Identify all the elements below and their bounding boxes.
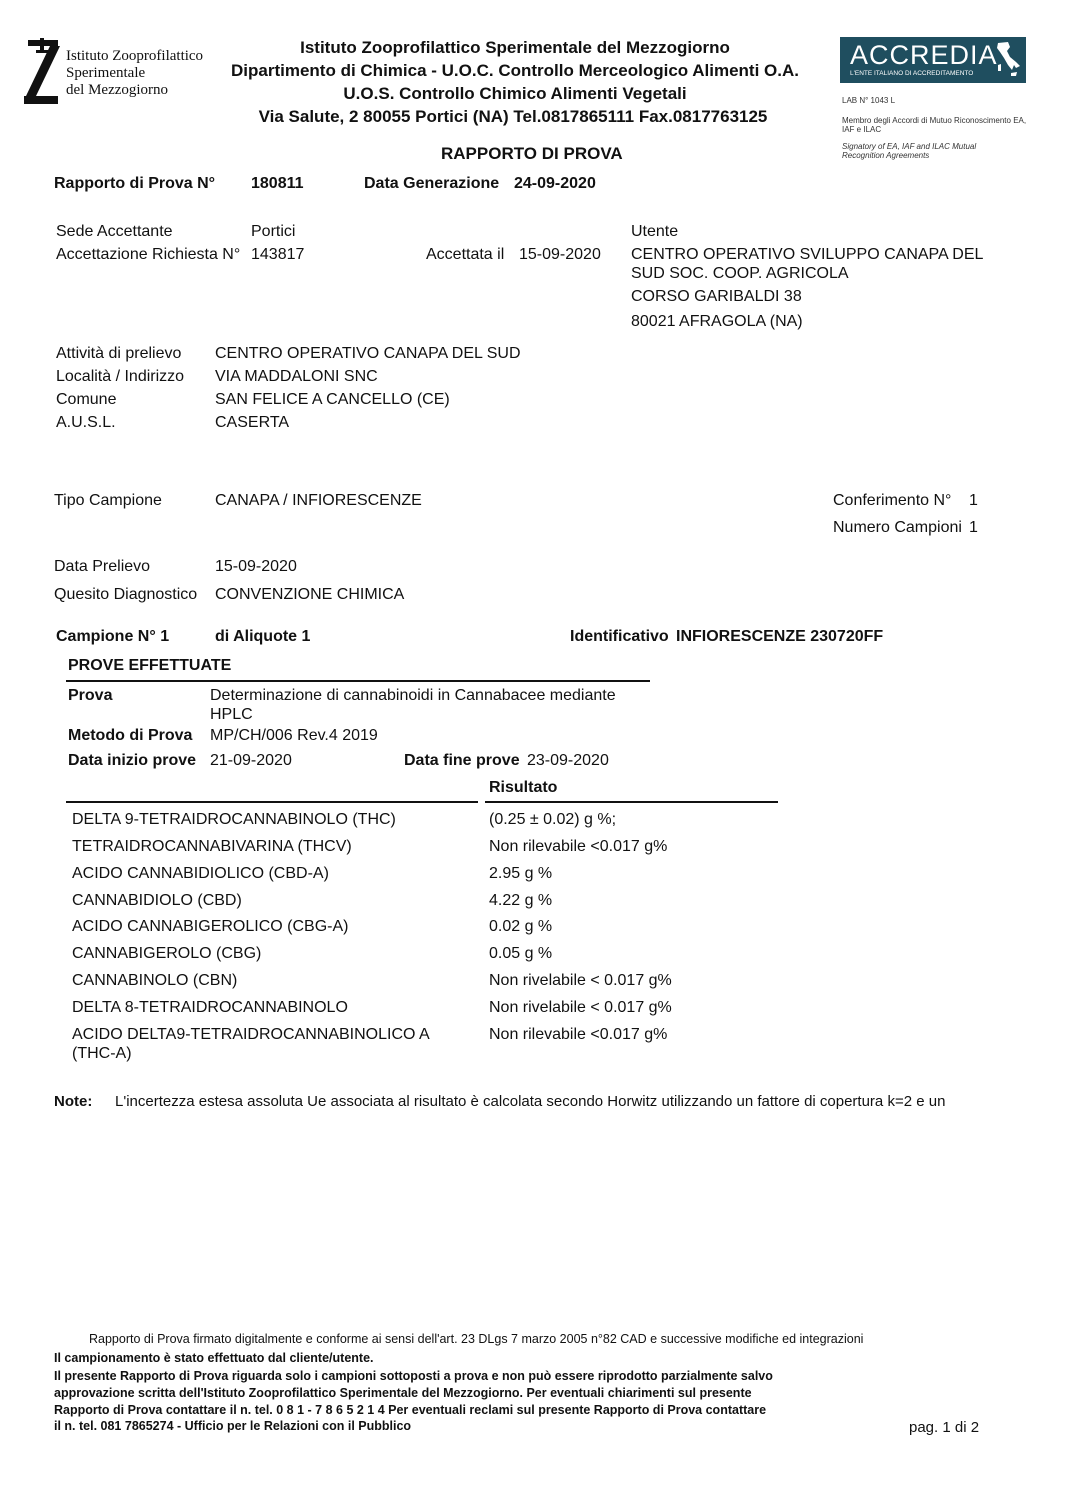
prova-label: Prova — [68, 687, 113, 704]
analyte-name: DELTA 8-TETRAIDROCANNABINOLO — [72, 999, 348, 1016]
institute-logo — [22, 38, 204, 114]
accredia-lab-no: LAB N° 1043 L — [842, 96, 896, 105]
end-date: 23-09-2020 — [527, 752, 609, 769]
analyte-name: ACIDO DELTA9-TETRAIDROCANNABINOLICO A — [72, 1026, 430, 1043]
document-title: RAPPORTO DI PROVA — [441, 144, 623, 163]
logo-line-1: Istituto Zooprofilattico — [66, 48, 204, 64]
generation-date-label: Data Generazione — [364, 175, 500, 192]
italy-map-icon — [994, 41, 1022, 79]
analyte-result: 0.02 g % — [489, 918, 553, 935]
page-number: pag. 1 di 2 — [909, 1419, 980, 1436]
sample-type: CANAPA / INFIORESCENZE — [215, 492, 422, 509]
logo-line-2: Sperimentale — [66, 65, 146, 81]
sampling-date: 15-09-2020 — [215, 558, 297, 575]
sede-label: Sede Accettante — [56, 223, 173, 240]
analyte-name: DELTA 9-TETRAIDROCANNABINOLO (THC) — [72, 811, 396, 828]
report-number-label: Rapporto di Prova N° — [54, 175, 216, 192]
analyte-result: Non rivelabile < 0.017 g% — [489, 972, 672, 989]
accredia-signatory: Signatory of EA, IAF and ILAC Mutual Recognition Agreements — [842, 142, 977, 160]
sampling-label: Comune — [56, 391, 117, 408]
analyte-result: 0.05 g % — [489, 945, 553, 962]
start-date: 21-09-2020 — [210, 752, 292, 769]
quesito-value: CONVENZIONE CHIMICA — [215, 586, 405, 603]
sampling-value: CENTRO OPERATIVO CANAPA DEL SUD — [215, 345, 521, 362]
table-divider-left — [66, 801, 478, 803]
report-number: 180811 — [251, 175, 304, 192]
user-line-1: CENTRO OPERATIVO SVILUPPO CANAPA DEL — [631, 246, 984, 263]
identificativo-label: Identificativo — [570, 628, 669, 645]
sampling-label: Località / Indirizzo — [56, 368, 185, 385]
sample-count: 1 — [969, 519, 978, 536]
tests-section-title: PROVE EFFETTUATE — [68, 657, 232, 674]
user-label: Utente — [631, 223, 679, 240]
quesito-label: Quesito Diagnostico — [54, 586, 198, 603]
section-divider — [66, 680, 650, 682]
request-label: Accettazione Richiesta N° — [56, 246, 241, 263]
accredia-brand: ACCREDIA — [850, 40, 998, 70]
table-divider-right — [485, 801, 778, 803]
accredia-logo — [840, 37, 1026, 83]
analyte-result: Non rivelabile < 0.017 g% — [489, 999, 672, 1016]
analyte-result: 4.22 g % — [489, 892, 553, 909]
footer-line-1: Il campionamento è stato effettuato dal cliente/utente. — [54, 1351, 374, 1365]
analyte-name: CANNABIDIOLO (CBD) — [72, 892, 242, 909]
user-line-2: SUD SOC. COOP. AGRICOLA — [631, 265, 849, 282]
header-line-3: U.O.S. Controllo Chimico Alimenti Vegetali — [343, 84, 687, 103]
prova-line-1: Determinazione di cannabinoidi in Cannabacee mediante — [210, 687, 616, 704]
conferimento-label: Conferimento N° — [833, 492, 952, 509]
accredia-member: Membro degli Accordi di Mutuo Riconoscimento EA, IAF e ILAC — [842, 116, 1027, 134]
izs-emblem-icon — [22, 38, 68, 110]
sampling-value: CASERTA — [215, 414, 290, 431]
note-text: L'incertezza estesa assoluta Ue associata al risultato è calcolata secondo Horwitz utilizzando un fattore di copertura k=2 e un — [115, 1093, 946, 1110]
logo-line-3: del Mezzogiorno — [66, 82, 169, 98]
sampling-label: A.U.S.L. — [56, 414, 116, 431]
sample-count-label: Numero Campioni — [833, 519, 962, 536]
campione-number: Campione N° 1 — [56, 628, 170, 645]
analyte-name: ACIDO CANNABIDIOLICO (CBD-A) — [72, 865, 329, 882]
metodo-value: MP/CH/006 Rev.4 2019 — [210, 727, 378, 744]
result-header: Risultato — [489, 779, 558, 796]
sampling-value: VIA MADDALONI SNC — [215, 368, 378, 385]
signed-statement: Rapporto di Prova firmato digitalmente e conforme ai sensi dell'art. 23 DLgs 7 marzo 2005 n°82 CAD e successive modifiche ed integrazioni — [89, 1332, 864, 1346]
header-line-4: Via Salute, 2 80055 Portici (NA) Tel.0817865111 Fax.0817763125 — [258, 107, 768, 126]
analyte-name: TETRAIDROCANNABIVARINA (THCV) — [72, 838, 352, 855]
request-number: 143817 — [251, 246, 305, 263]
start-date-label: Data inizio prove — [68, 752, 197, 769]
sampling-date-label: Data Prelievo — [54, 558, 151, 575]
user-line-4: 80021 AFRAGOLA (NA) — [631, 313, 803, 330]
analyte-name-cont: (THC-A) — [72, 1045, 132, 1062]
metodo-label: Metodo di Prova — [68, 727, 193, 744]
sampling-value: SAN FELICE A CANCELLO (CE) — [215, 391, 450, 408]
sample-type-label: Tipo Campione — [54, 492, 162, 509]
analyte-result: 2.95 g % — [489, 865, 553, 882]
note-label: Note: — [54, 1093, 93, 1110]
footer-line-2: Il presente Rapporto di Prova riguarda solo i campioni sottoposti a prova e non può essere riprodotto parzialmente salvo — [54, 1369, 773, 1383]
prova-line-2: HPLC — [210, 706, 253, 723]
analyte-name: CANNABIGEROLO (CBG) — [72, 945, 262, 962]
accepted-label: Accettata il — [426, 246, 505, 263]
analyte-name: ACIDO CANNABIGEROLICO (CBG-A) — [72, 918, 349, 935]
accepted-date: 15-09-2020 — [519, 246, 601, 263]
sampling-label: Attività di prelievo — [56, 345, 182, 362]
generation-date: 24-09-2020 — [514, 175, 596, 192]
analyte-name: CANNABINOLO (CBN) — [72, 972, 238, 989]
analyte-result: (0.25 ± 0.02) g %; — [489, 811, 617, 828]
analyte-result: Non rilevabile <0.017 g% — [489, 838, 668, 855]
user-line-3: CORSO GARIBALDI 38 — [631, 288, 802, 305]
aliquote: di Aliquote 1 — [215, 628, 311, 645]
conferimento-value: 1 — [969, 492, 978, 509]
footer-line-4: Rapporto di Prova contattare il n. tel. 0 8 1 - 7 8 6 5 2 1 4 Per eventuali reclami sul presente Rapporto di Prova contattare — [54, 1403, 767, 1417]
analyte-result: Non rilevabile <0.017 g% — [489, 1026, 668, 1043]
sede-value: Portici — [251, 223, 296, 240]
accredia-tagline: L'ENTE ITALIANO DI ACCREDITAMENTO — [850, 70, 974, 77]
header-line-1: Istituto Zooprofilattico Sperimentale del Mezzogiorno — [300, 38, 730, 57]
identificativo-value: INFIORESCENZE 230720FF — [676, 628, 884, 645]
end-date-label: Data fine prove — [404, 752, 520, 769]
footer-line-3: approvazione scritta dell'Istituto Zooprofilattico Sperimentale del Mezzogiorno. Per eventuali chiarimenti sul presente — [54, 1386, 752, 1400]
header-line-2: Dipartimento di Chimica - U.O.C. Controllo Merceologico Alimenti O.A. — [231, 61, 799, 80]
footer-line-5: il n. tel. 081 7865274 - Ufficio per le Relazioni con il Pubblico — [54, 1419, 412, 1433]
